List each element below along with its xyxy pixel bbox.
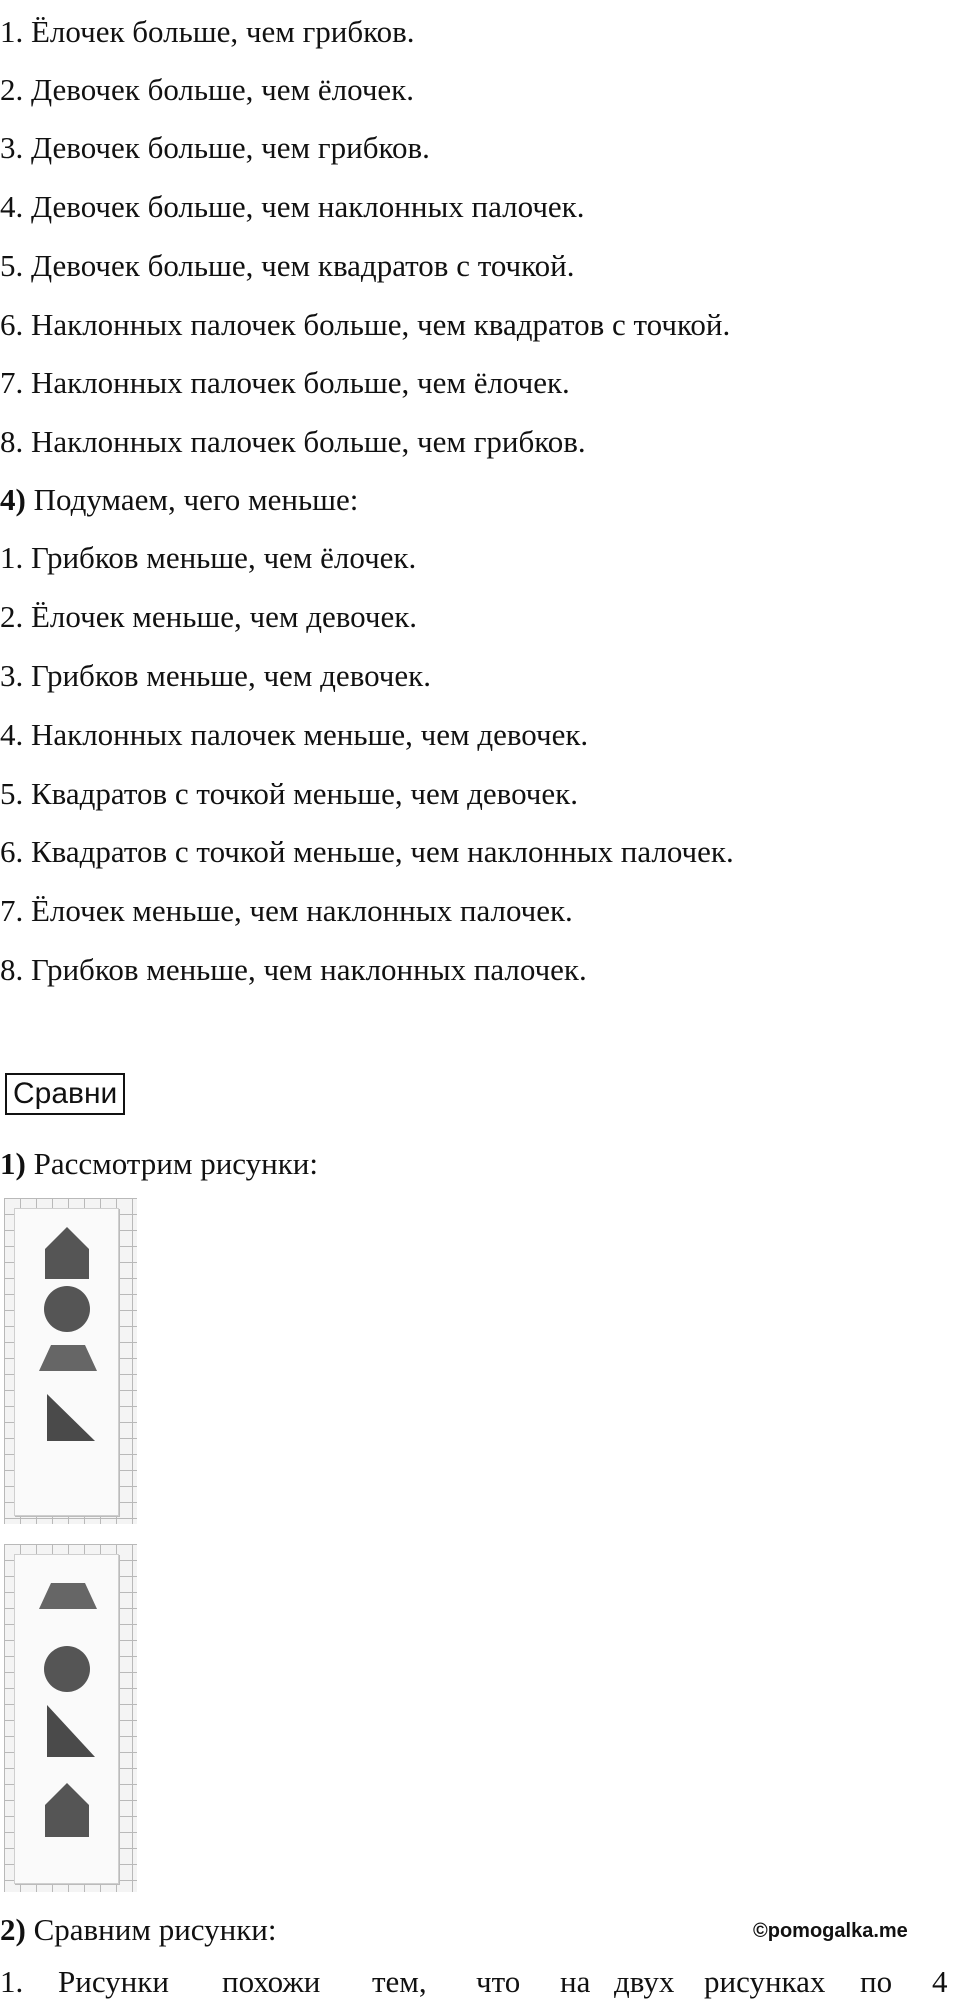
trapezoid-shape <box>39 1345 97 1371</box>
less-item-4: 4. Наклонных палочек меньше, чем девочек. <box>0 717 589 752</box>
less-item-7: 7. Ёлочек меньше, чем наклонных палочек. <box>0 893 573 928</box>
trapezoid-shape <box>39 1583 97 1609</box>
more-item-2: 2. Девочек больше, чем ёлочек. <box>0 72 414 107</box>
word: двух <box>614 1964 675 1999</box>
step-1-heading <box>0 1144 318 1184</box>
pentagon-shape <box>45 1227 89 1279</box>
word: рисунках <box>704 1964 826 1999</box>
more-item-8: 8. Наклонных палочек больше, чем грибков. <box>0 424 586 459</box>
step-2-number: 2) <box>0 1912 26 1947</box>
more-item-6: 6. Наклонных палочек больше, чем квадратов с точкой. <box>0 307 731 342</box>
word: что <box>476 1964 521 1999</box>
word: 4 <box>932 1964 948 1999</box>
more-item-4: 4. Девочек больше, чем наклонных палочек. <box>0 189 585 224</box>
right-triangle-shape <box>47 1394 95 1441</box>
pentagon-shape <box>45 1783 89 1837</box>
less-item-3: 3. Грибков меньше, чем девочек. <box>0 658 431 693</box>
step-1-number: 1) <box>0 1146 26 1181</box>
figure-bottom-paper <box>14 1554 119 1884</box>
step-4-heading <box>0 480 358 520</box>
circle-shape <box>44 1286 90 1332</box>
word: 1. <box>0 1964 24 1999</box>
more-item-5: 5. Девочек больше, чем квадратов с точкой. <box>0 248 575 283</box>
step-1-text: Рассмотрим рисунки: <box>25 1146 318 1181</box>
more-item-3: 3. Девочек больше, чем грибков. <box>0 130 430 165</box>
right-triangle-shape <box>47 1705 95 1757</box>
less-item-2: 2. Ёлочек меньше, чем девочек. <box>0 599 418 634</box>
word: по <box>860 1964 893 1999</box>
step-4-number: 4) <box>0 482 26 517</box>
figure-bottom-grid <box>4 1544 137 1892</box>
word: похожи <box>222 1964 321 1999</box>
word: Рисунки <box>58 1964 169 1999</box>
more-item-1: 1. Ёлочек больше, чем грибков. <box>0 14 415 49</box>
figure-bottom-shapes <box>15 1555 118 1883</box>
watermark: ©pomogalka.me <box>753 1920 908 1942</box>
word: тем, <box>372 1964 427 1999</box>
step-2-heading <box>0 1910 277 1950</box>
word: на <box>560 1964 591 1999</box>
less-item-8: 8. Грибков меньше, чем наклонных палочек. <box>0 952 587 987</box>
step-2-text: Сравним рисунки: <box>25 1912 277 1947</box>
section-title-box: Сравни <box>5 1073 125 1115</box>
figure-top-grid <box>4 1198 137 1524</box>
less-item-1: 1. Грибков меньше, чем ёлочек. <box>0 540 417 575</box>
less-item-5: 5. Квадратов с точкой меньше, чем девочек. <box>0 776 578 811</box>
more-item-7: 7. Наклонных палочек больше, чем ёлочек. <box>0 365 570 400</box>
figure-top-paper <box>14 1208 119 1516</box>
figure-top-shapes <box>15 1209 118 1515</box>
step-4-text: Подумаем, чего меньше: <box>25 482 359 517</box>
circle-shape <box>44 1646 90 1692</box>
less-item-6: 6. Квадратов с точкой меньше, чем наклонных палочек. <box>0 834 734 869</box>
